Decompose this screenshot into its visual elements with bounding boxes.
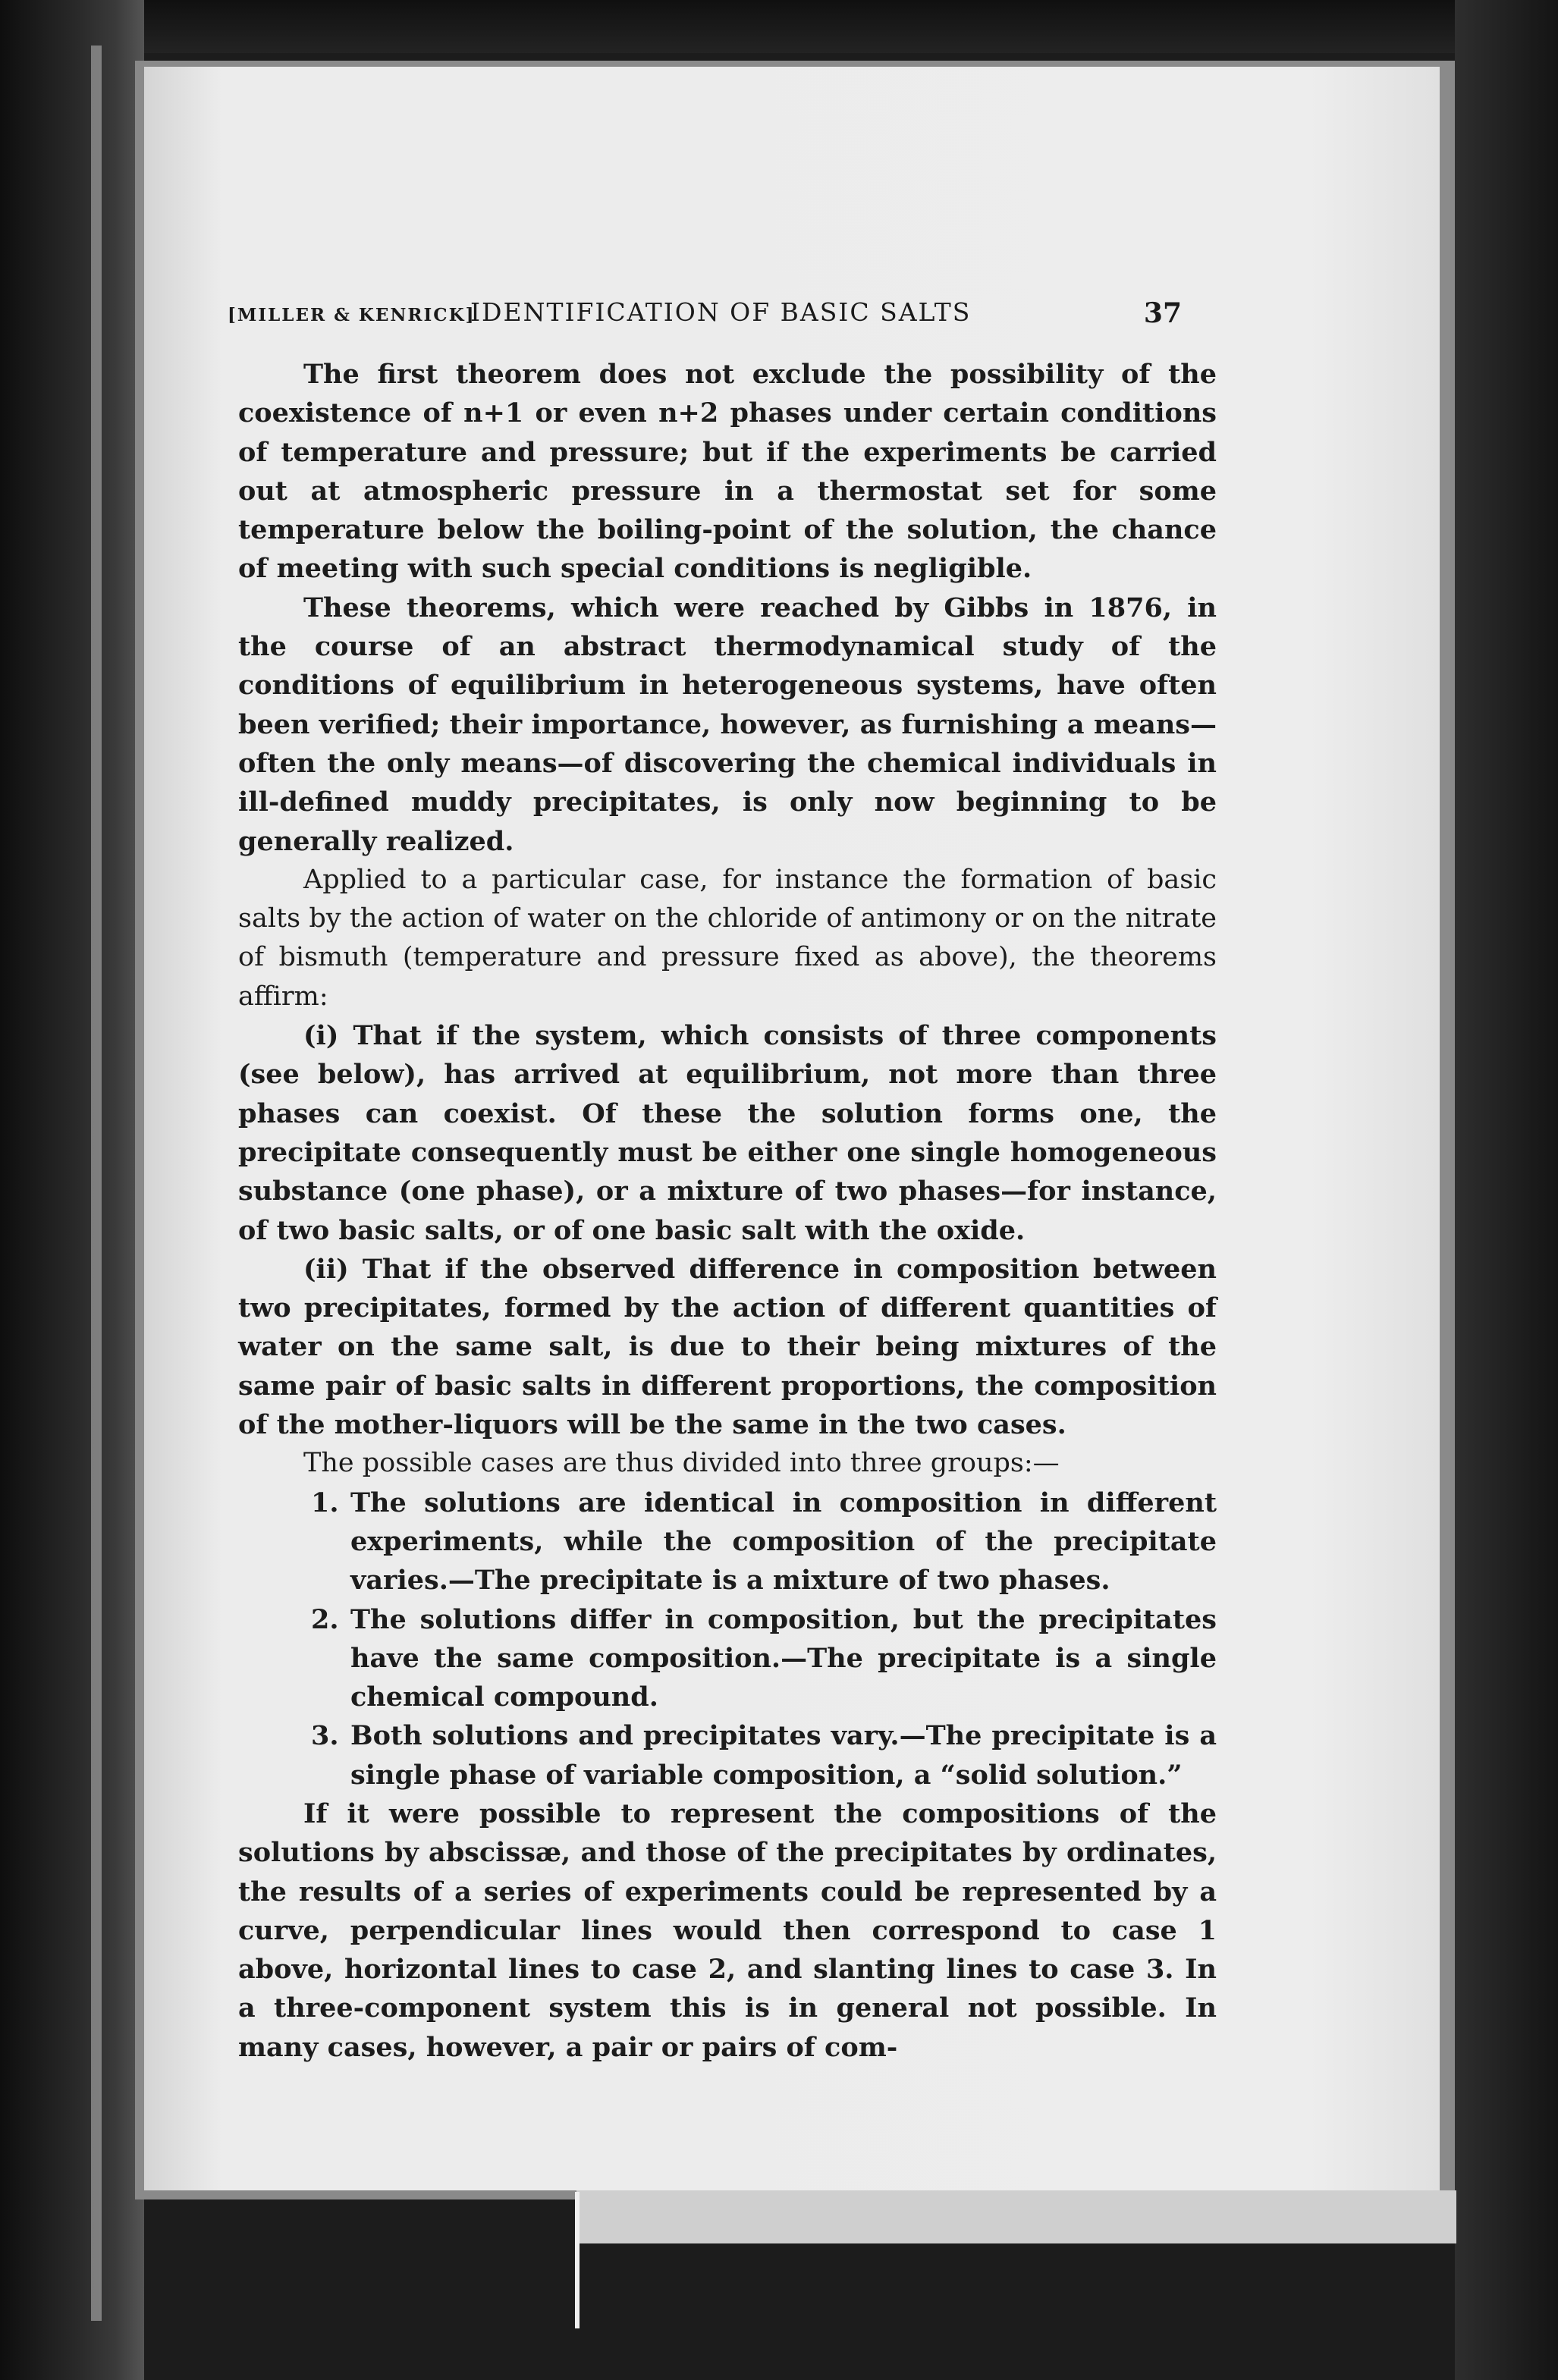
- page-body: [238, 355, 1217, 2067]
- case-text: The solutions differ in composition, but the precipitates have the same composition.—The precipitate is a single chemical compound.: [350, 1603, 1217, 1713]
- paragraph: The possible cases are thus divided into three groups:—: [303, 1448, 1060, 1479]
- case-item: [238, 1600, 1217, 1717]
- case-number: 1.: [311, 1487, 339, 1518]
- spine-fold-line: [91, 46, 102, 2321]
- case-text: The solutions are identical in composition in different experiments, while the composition of the precipitate varies.—The precipitate is a mixture of two phases.: [350, 1487, 1217, 1597]
- page-number: 37: [1143, 297, 1182, 329]
- paragraph: (ii) That if the observed difference in composition between two precipitates, formed by the action of different quantities of water on the same salt, is due to their being mixtures of the same pair of basic salts in different proportions, the composition of the mother-liquors will be the same in the two cases.: [238, 1253, 1217, 1441]
- running-header-authors: [MILLER & KENRICK]: [228, 305, 476, 325]
- case-text: Both solutions and precipitates vary.—The precipitate is a single phase of variable composition, a “solid solution.”: [350, 1720, 1217, 1791]
- case-number: 3.: [311, 1720, 339, 1752]
- paragraph: If it were possible to represent the compositions of the solutions by abscissæ, and those of the precipitates by ordinates, the results of a series of experiments could be represented by a curve, perpendicular lines would then correspond to case 1 above, horizontal lines to case 2, and slanting lines to case 3. In a three-component system this is in general not possible. In many cases, however, a pair or pairs of com-: [238, 1798, 1217, 2063]
- page-fold-line: [575, 2192, 580, 2328]
- scan-right-border: [1455, 0, 1558, 2380]
- paragraph: Applied to a particular case, for instance the formation of basic salts by the action of water on the chloride of antimony or on the nitrate of bismuth (temperature and pressure fixed as above), the theorems affirm:: [238, 864, 1217, 1012]
- paragraph: The first theorem does not exclude the possibility of the coexistence of n+1 or even n+2 phases under certain conditions of temperature and pressure; but if the experiments be carried out at atmospheric pressure in a thermostat set for some temperature below the boiling-point of the solution, the chance of meeting with such special conditions is negligible.: [238, 359, 1217, 585]
- scan-top-border: [0, 0, 1558, 53]
- paragraph: (i) That if the system, which consists of three components (see below), has arrived at equilibrium, not more than three phases can coexist. Of these the solution forms one, the precipitate consequently must be either one single homogeneous substance (one phase), or a mixture of two phases—for instance, of two basic salts, or of one basic salt with the oxide.: [238, 1020, 1217, 1246]
- paragraph: These theorems, which were reached by Gibbs in 1876, in the course of an abstract thermodynamical study of the conditions of equilibrium in heterogeneous systems, have often been verified; their importance, however, as furnishing a means—often the only means—of discovering the chemical individuals in ill-defined muddy precipitates, is only now beginning to be generally realized.: [238, 592, 1217, 857]
- running-header: [228, 297, 1214, 335]
- case-item: [238, 1716, 1217, 1794]
- book-spine: [0, 0, 144, 2380]
- case-item: [238, 1484, 1217, 1600]
- running-header-title: IDENTIFICATION OF BASIC SALTS: [470, 297, 972, 327]
- next-page-edge: [576, 2190, 1456, 2243]
- case-number: 2.: [311, 1603, 339, 1635]
